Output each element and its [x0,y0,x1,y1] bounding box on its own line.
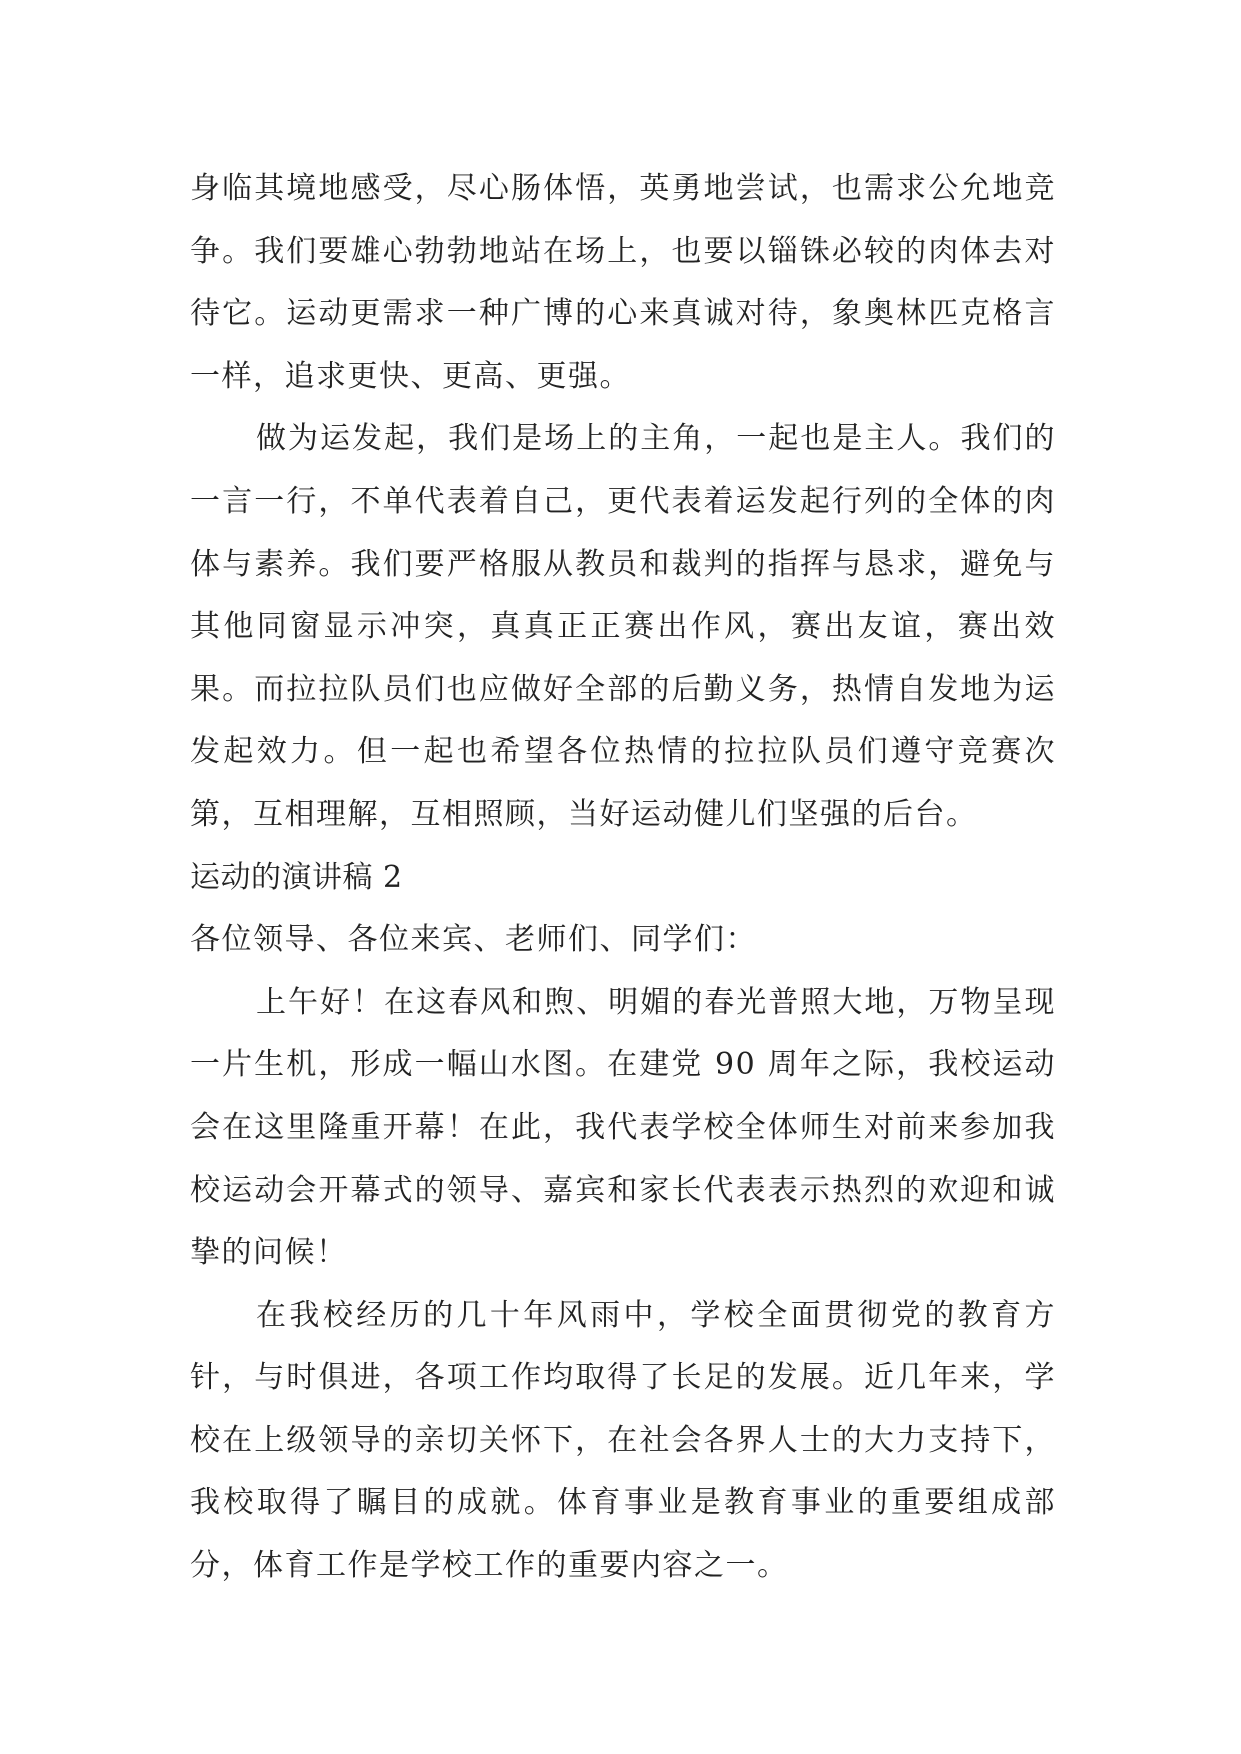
paragraph-3: 上午好！在这春风和煦、明媚的春光普照大地，万物呈现一片生机，形成一幅山水图。在建党 90 周年之际，我校运动会在这里隆重开幕！在此，我代表学校全体师生对前来参加我校运动会开幕式的领导、嘉宾和家长代表表示热烈的欢迎和诚挚的问候！ [190,984,1056,1271]
salutation: 各位领导、各位来宾、老师们、同学们： [190,922,757,958]
section-heading: 运动的演讲稿 2 [190,859,403,895]
paragraph-4: 在我校经历的几十年风雨中，学校全面贯彻党的教育方针，与时俱进，各项工作均取得了长足的发展。近几年来，学校在上级领导的亲切关怀下，在社会各界人士的大力支持下，我校取得了瞩目的成就。体育事业是教育事业的重要组成部分，体育工作是学校工作的重要内容之一。 [190,1297,1056,1584]
document-body [190,158,1056,1598]
paragraph-1: 身临其境地感受，尽心肠体悟，英勇地尝试，也需求公允地竞争。我们要雄心勃勃地站在场上，也要以锱铢必较的肉体去对待它。运动更需求一种广博的心来真诚对待，象奥林匹克格言一样，追求更快、更高、更强。 [190,171,1056,394]
paragraph-2: 做为运发起，我们是场上的主角，一起也是主人。我们的一言一行，不单代表着自己，更代表着运发起行列的全体的肉体与素养。我们要严格服从教员和裁判的指挥与恳求，避免与其他同窗显示冲突，真真正正赛出作风，赛出友谊，赛出效果。而拉拉队员们也应做好全部的后勤义务，热情自发地为运发起效力。但一起也希望各位热情的拉拉队员们遵守竞赛次第，互相理解，互相照顾，当好运动健儿们坚强的后台。 [190,421,1056,832]
